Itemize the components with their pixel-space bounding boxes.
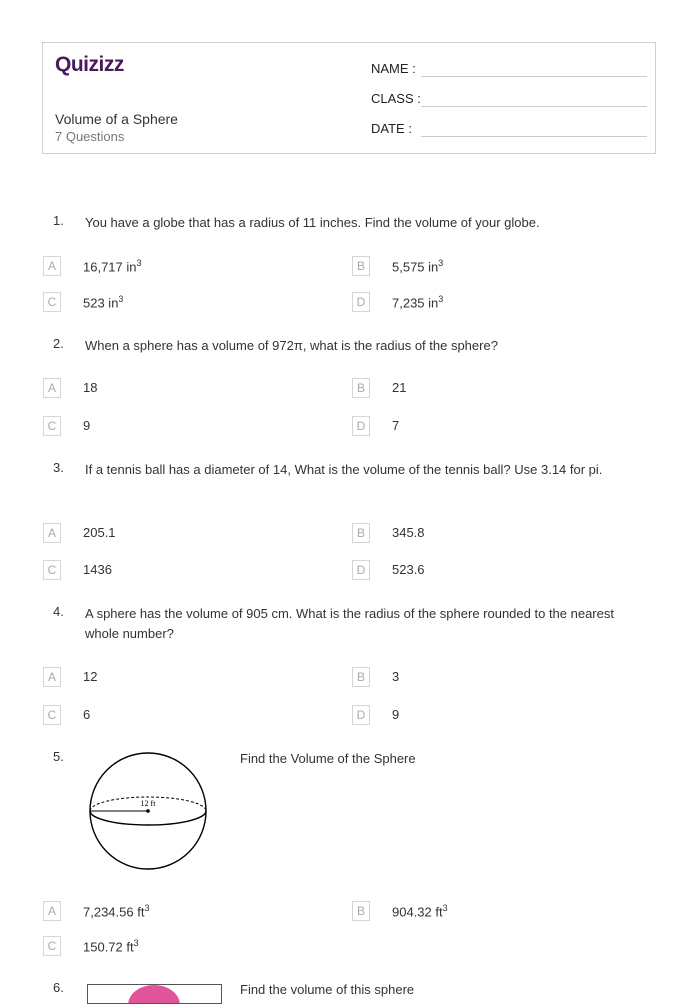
question-text: A sphere has the volume of 905 cm. What is the radius of the sphere rounded to the nearest whole number?: [85, 606, 614, 641]
option-letter-box: D: [352, 416, 370, 436]
option-text: 3: [392, 669, 400, 684]
option-text: 523 in: [83, 295, 119, 311]
option-text: 16,717 in: [83, 259, 137, 275]
option-letter-box: A: [43, 256, 61, 276]
option-text: 21: [392, 380, 407, 395]
option-letter-box: A: [43, 901, 61, 921]
option-text: 7,234.56 ft: [83, 904, 145, 920]
option-text: 205.1: [83, 525, 116, 540]
worksheet-header: [42, 42, 656, 154]
sphere-diagram: [86, 747, 210, 871]
center-dot: [146, 809, 150, 813]
option-exponent: 3: [438, 258, 444, 268]
option-letter-box: B: [352, 523, 370, 543]
option-letter-box: C: [43, 560, 61, 580]
option-letter-box: B: [352, 256, 370, 276]
option-text: 9: [83, 418, 91, 433]
option-letter-box: C: [43, 705, 61, 725]
option-letter-box: A: [43, 378, 61, 398]
name-label: NAME :: [371, 61, 416, 76]
option-letter-box: B: [352, 667, 370, 687]
sphere-front-equator: [90, 811, 206, 825]
option-letter-box: C: [43, 292, 61, 312]
option-letter-box: B: [352, 378, 370, 398]
option-exponent: 3: [442, 903, 448, 913]
option-exponent: 3: [144, 903, 150, 913]
worksheet-title: Volume of a Sphere: [55, 111, 178, 127]
option-text: 5,575 in: [392, 259, 439, 275]
question-text: Find the Volume of the Sphere: [240, 751, 416, 766]
sphere-image-frame: [87, 984, 222, 1004]
option-text: 7,235 in: [392, 295, 439, 311]
option-exponent: 3: [118, 294, 124, 304]
option-exponent: 3: [438, 294, 444, 304]
question-text: If a tennis ball has a diameter of 14, What is the volume of the tennis ball? Use 3.14 for pi.: [85, 462, 603, 477]
option-letter-box: A: [43, 667, 61, 687]
class-line: [421, 106, 647, 107]
option-text: 345.8: [392, 525, 425, 540]
pink-sphere-image: [128, 985, 180, 1004]
option-letter-box: D: [352, 705, 370, 725]
option-text: 1436: [83, 562, 112, 577]
date-field: [371, 121, 412, 136]
option-letter-box: B: [352, 901, 370, 921]
name-field: [371, 61, 416, 76]
date-label: DATE :: [371, 121, 412, 136]
name-line: [421, 76, 647, 77]
question-number: 5.: [53, 749, 64, 764]
option-text: 9: [392, 707, 400, 722]
option-text: 904.32 ft: [392, 904, 443, 920]
option-text: 6: [83, 707, 91, 722]
option-exponent: 3: [136, 258, 142, 268]
question-text: When a sphere has a volume of 972π, what is the radius of the sphere?: [85, 338, 498, 353]
question-text: Find the volume of this sphere: [240, 982, 415, 997]
question-count: 7 Questions: [55, 129, 125, 144]
option-text: 12: [83, 669, 98, 684]
option-letter-box: A: [43, 523, 61, 543]
option-letter-box: C: [43, 416, 61, 436]
option-text: 150.72 ft: [83, 939, 134, 955]
radius-label: 12 ft: [140, 799, 156, 808]
date-line: [421, 136, 647, 137]
quizizz-logo: Quizizz: [55, 53, 124, 76]
option-letter-box: D: [352, 560, 370, 580]
option-letter-box: D: [352, 292, 370, 312]
option-text: 18: [83, 380, 98, 395]
option-letter-box: C: [43, 936, 61, 956]
option-text: 7: [392, 418, 400, 433]
question-number: 4.: [53, 604, 64, 619]
question-number: 6.: [53, 980, 64, 995]
question-number: 1.: [53, 213, 64, 228]
option-exponent: 3: [133, 938, 139, 948]
class-label: CLASS :: [371, 91, 421, 106]
question-number: 2.: [53, 336, 64, 351]
option-text: 523.6: [392, 562, 425, 577]
question-text: You have a globe that has a radius of 11 inches. Find the volume of your globe.: [85, 215, 540, 230]
question-number: 3.: [53, 460, 64, 475]
class-field: [371, 91, 421, 106]
